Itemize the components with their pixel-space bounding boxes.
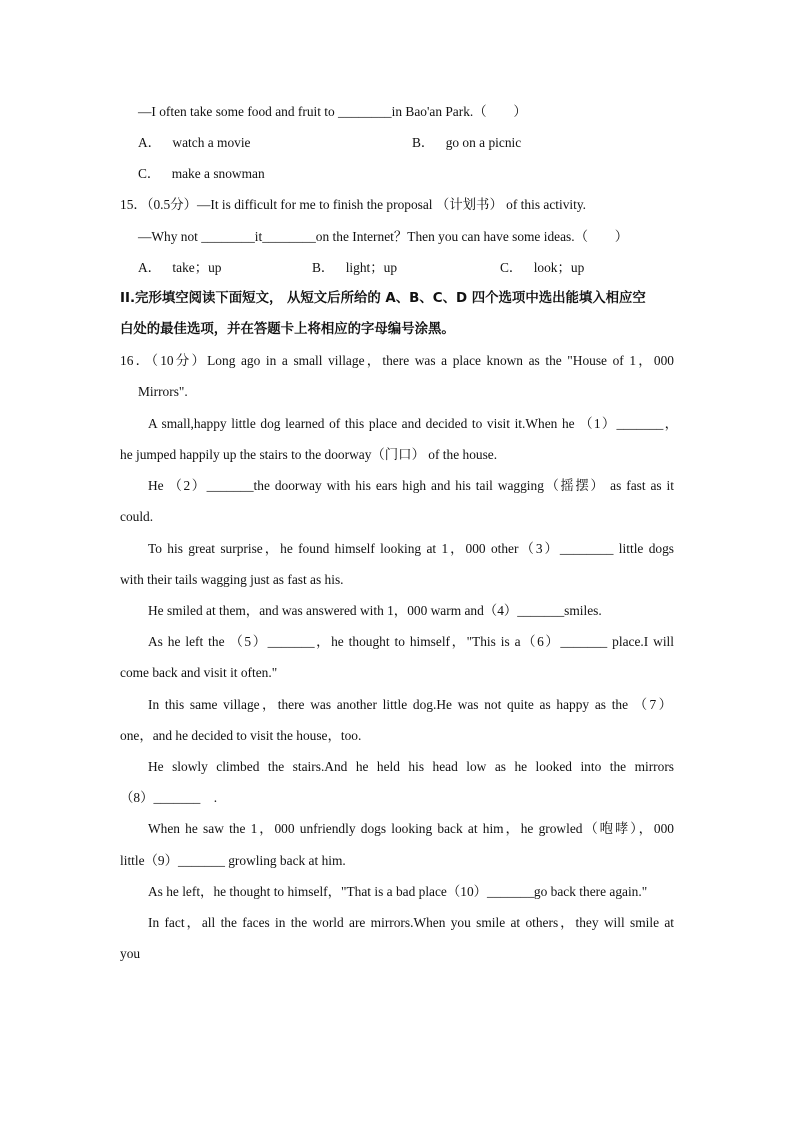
passage-line: A small,happy little dog learned of this place and decided to visit it.When he （1）_______， [148,416,678,431]
passage-line: He slowly climbed the stairs.And he held his head low as he looked into the mirrors [148,759,674,774]
passage-line: Mirrors". [138,384,188,399]
q14-stem: —I often take some food and fruit to ________in Bao'an Park.（ ） [138,104,527,119]
passage-line: he jumped happily up the stairs to the doorway（门口） of the house. [120,447,498,462]
q15-stem: 15．（0.5分）—It is difficult for me to finish the proposal （计划书） of this activity. [120,197,587,212]
option-text: make a snowman [171,166,265,181]
option-text: go on a picnic [445,135,522,150]
option-letter: C． [500,260,523,275]
passage-line: one，and he decided to visit the house，too. [120,728,362,743]
passage-line: could. [120,509,154,524]
section-heading-cont: 白处的最佳选项，并在答题卡上将相应的字母编号涂黑。 [120,322,455,337]
passage-line: He （2）_______the doorway with his ears high and his tail wagging（摇摆） as fast as it [148,478,674,493]
option-text: look；up [533,260,585,275]
passage-line: with their tails wagging just as fast as his. [120,572,344,587]
q15-stem-reply: —Why not ________it________on the Internet？Then you can have some ideas.（ ） [138,229,629,244]
q15-option-b [312,259,397,277]
passage-line: To his great surprise，he found himself looking at 1，000 other（3）________ little dogs [148,541,674,556]
passage-line: （8）_______ . [120,790,218,805]
q15-option-c [500,259,584,277]
passage-line: He smiled at them，and was answered with 1，000 warm and（4）_______smiles. [148,603,602,618]
passage-line: you [120,946,141,961]
passage-line: little（9）_______ growling back at him. [120,853,346,868]
option-text: light；up [345,260,398,275]
passage-line: In fact，all the faces in the world are mirrors.When you smile at others，they will smile at [148,915,674,930]
passage-line: come back and visit it often." [120,665,278,680]
q14-option-b [412,134,521,152]
option-text: take；up [172,260,222,275]
option-text: watch a movie [172,135,251,150]
option-letter: C． [138,166,161,181]
option-letter: A． [138,135,162,150]
q14-option-a [138,134,251,152]
q14-option-c [138,165,265,183]
option-letter: A． [138,260,162,275]
passage-line: In this same village，there was another little dog.He was not quite as happy as the （7） [148,697,672,712]
passage-line: As he left，he thought to himself，"That is a bad place（10）_______go back there again." [148,884,648,899]
passage-line: 16．（10分）Long ago in a small village，there was a place known as the "House of 1，000 [120,353,674,368]
option-letter: B． [312,260,335,275]
passage-line: As he left the （5）_______，he thought to himself，"This is a（6）_______ place.I will [148,634,674,649]
section-heading: II.完形填空阅读下面短文， 从短文后所给的 A、B、C、D 四个选项中选出能填入相应空 [120,291,646,306]
option-letter: B． [412,135,435,150]
passage-line: When he saw the 1，000 unfriendly dogs looking back at him，he growled（咆哮），000 [148,821,674,836]
q15-option-a [138,259,222,277]
